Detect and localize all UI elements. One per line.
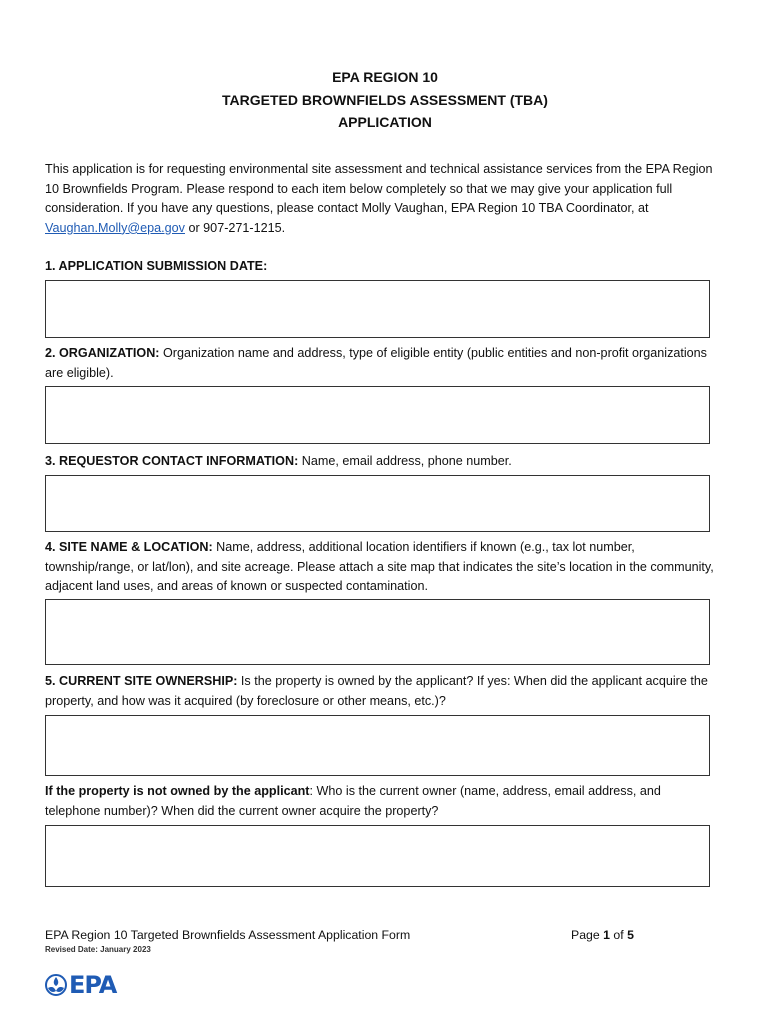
- contact-email-link[interactable]: Vaughan.Molly@epa.gov: [45, 220, 185, 235]
- intro-text: This application is for requesting environmental site assessment and technical assistance services from the EPA Region 10 Brownfields Program. Please respond to each item below completely so that we may give your application full consideration. If you have any questions, please contact Molly Vaughan, EPA Region 10 TBA Coordinator, at: [45, 162, 713, 216]
- question-5-detail: Is the property is owned by the applicant? If yes: When did the applicant acquire the property, and how was it acquired (by foreclosure or other means, etc.)?: [45, 674, 708, 708]
- requestor-contact-field[interactable]: [45, 475, 710, 532]
- question-5b-detail: : Who is the current owner (name, address, email address, and telephone number)? When did the current owner acquire the property?: [45, 784, 661, 818]
- organization-field[interactable]: [45, 386, 710, 444]
- intro-phone-text: or 907-271-1215.: [184, 220, 286, 235]
- page-current: 1: [603, 928, 610, 942]
- epa-logo: [45, 972, 123, 998]
- question-5: [45, 672, 717, 711]
- footer-form-name: EPA Region 10 Targeted Brownfields Assessment Application Form: [45, 928, 411, 942]
- revised-date: Revised Date: January 2023: [45, 945, 151, 954]
- question-2: [45, 344, 717, 383]
- question-2-detail: Organization name and address, type of eligible entity (public entities and non-profit organizations are eligible).: [45, 346, 707, 380]
- question-5b: [45, 782, 717, 821]
- intro-paragraph: [45, 160, 717, 238]
- document-title: [0, 66, 770, 134]
- question-3-detail: Name, email address, phone number.: [298, 454, 512, 468]
- question-1: [45, 257, 717, 277]
- page-word: Page: [571, 928, 604, 942]
- title-line-1: EPA REGION 10: [332, 69, 438, 85]
- question-5-label: 5. CURRENT SITE OWNERSHIP:: [45, 674, 238, 688]
- site-name-location-field[interactable]: [45, 599, 710, 665]
- question-1-label: 1. APPLICATION SUBMISSION DATE:: [45, 259, 268, 273]
- question-5b-label: If the property is not owned by the applicant: [45, 784, 310, 798]
- question-3: [45, 452, 717, 472]
- title-line-3: APPLICATION: [338, 114, 432, 130]
- question-4-detail: Name, address, additional location identifiers if known (e.g., tax lot number, township/range, or lat/lon), and site acreage. Please attach a site map that indicates the site’s location in the community, adjacent land uses, and areas of known or suspected contamination.: [45, 540, 714, 593]
- epa-logo-text: EPA: [69, 971, 117, 999]
- question-3-label: 3. REQUESTOR CONTACT INFORMATION:: [45, 454, 299, 468]
- question-4-label: 4. SITE NAME & LOCATION:: [45, 540, 213, 554]
- page-of: of: [609, 928, 628, 942]
- submission-date-field[interactable]: [45, 280, 710, 338]
- current-owner-field[interactable]: [45, 825, 710, 887]
- title-line-2: TARGETED BROWNFIELDS ASSESSMENT (TBA): [222, 91, 548, 108]
- epa-flower-icon: [45, 974, 67, 996]
- question-4: [45, 538, 717, 597]
- page-number: [571, 927, 634, 943]
- current-ownership-field[interactable]: [45, 715, 710, 776]
- page-total: 5: [627, 928, 634, 942]
- question-2-label: 2. ORGANIZATION:: [45, 346, 160, 360]
